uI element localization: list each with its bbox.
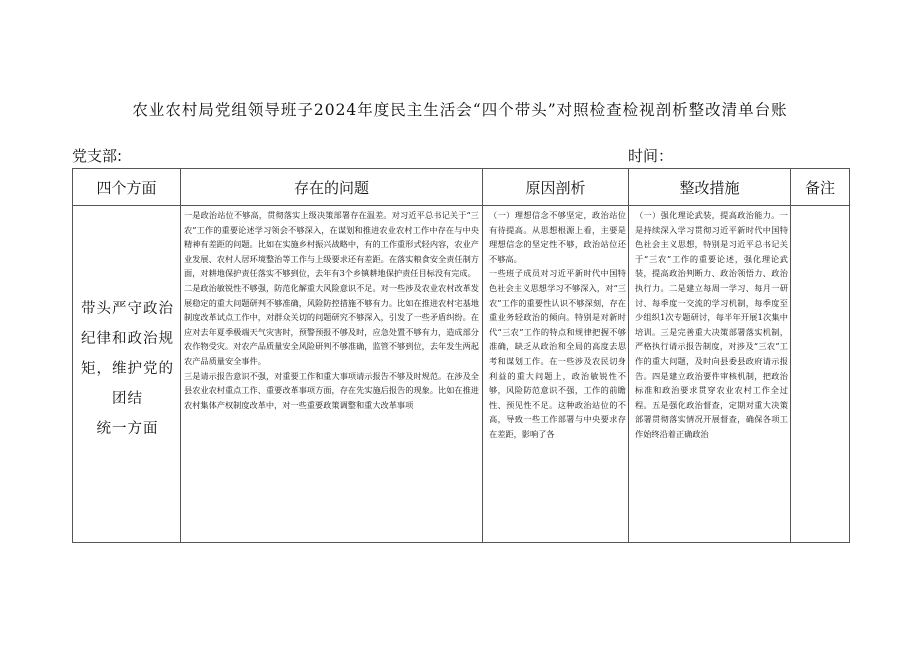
header-aspect: 四个方面	[73, 169, 181, 206]
header-problems: 存在的问题	[181, 169, 483, 206]
document-title: 农业农村局党组领导班子2024年度民主生活会“四个带头”对照检查检视剖析整改清单台账	[132, 101, 788, 119]
aspect-line: 纪律和政治规	[81, 331, 174, 347]
causes-cell	[483, 206, 629, 543]
aspect-line: 团结	[112, 391, 143, 407]
measures-cell	[629, 206, 791, 543]
cause-paragraph: （一）理想信念不够坚定，政治站位有待提高。从思想根源上看，主要是理想信念的坚定性不够，政治站位还不够高。	[489, 210, 626, 264]
header-causes: 原因剖析	[483, 169, 629, 206]
header-measures: 整改措施	[629, 169, 791, 206]
measure-paragraph: （一）强化理论武装，提高政治能力。一是持续深入学习贯彻习近平新时代中国特色社会主义思想，特别是习近平总书记关于“三农”工作的重要论述，强化理论武装，提高政治判断力、政治领悟力、政治执行力。二是建立每周一学习、每月一研讨、每季度一交流的学习机制，每季度至少组织1次专题研讨，每半年开展1次集中培训。三是完善重大决策部署落实机制，严格执行请示报告制度，对涉及“三农”工作的重大问题，及时向县委县政府请示报告。四是建立政治要件审核机制，把政治标准和政治要求贯穿农业农村工作全过程。五是强化政治督查，定期对重大决策部署贯彻落实情况开展督查，确保各项工作始终沿着正确政治	[635, 210, 788, 439]
time-label: 时间：	[628, 147, 674, 165]
rectification-table	[72, 168, 850, 543]
table-header-row	[73, 169, 850, 206]
party-branch-label: 党支部:	[72, 147, 123, 165]
table-row	[73, 206, 850, 543]
problem-paragraph: 一是政治站位不够高，贯彻落实上级决策部署存在温差。对习近平总书记关于“三农”工作的重要论述学习领会不够深入，在谋划和推进农业农村工作中存在与中央精神有差距的问题。比如在实施乡村振兴战略中，有的工作重形式轻内容，农业产业发展、农村人居环境整治等工作与上级要求还有差距。在落实粮食安全责任制方面，对耕地保护责任落实不够到位，去年有3个乡镇耕地保护责任目标没有完成。	[184, 210, 479, 279]
aspect-line: 统一方面	[96, 421, 159, 437]
header-remarks: 备注	[791, 169, 850, 206]
remarks-text	[791, 206, 849, 208]
remarks-cell	[791, 206, 850, 543]
cause-paragraph: 一些班子成员对习近平新时代中国特色社会主义思想学习不够深入，对“三农”工作的重要性认识不够深刻，存在重业务轻政治的倾向。特别是对新时代“三农”工作的特点和规律把握不够准确，缺乏从政治和全局的高度去思考和谋划工作。在一些涉及农民切身利益的重大问题上，政治敏锐性不够，风险防范意识不强，工作的前瞻性、预见性不足。这种政治站位的不高，导致一些工作部署与中央要求存在差距，影响了各	[489, 268, 626, 439]
aspect-line: 带头严守政治	[81, 301, 174, 317]
aspect-line: 矩，维护党的	[81, 361, 174, 377]
aspect-cell	[73, 206, 181, 543]
problems-cell	[181, 206, 483, 543]
problem-paragraph: 三是请示报告意识不强，对重要工作和重大事项请示报告不够及时规范。在涉及全县农业农村重点工作、重要改革事项方面，存在先实施后报告的现象。比如在推进农村集体产权制度改革中，对一些重要政策调整和重大改革事项	[184, 370, 479, 410]
problem-paragraph: 二是政治敏锐性不够强，防范化解重大风险意识不足。对一些涉及农业农村改革发展稳定的重大问题研判不够准确，风险防控措施不够有力。比如在推进农村宅基地制度改革试点工作中，对群众关切的问题研究不够深入，引发了一些矛盾纠纷。在应对去年夏季极端天气灾害时，预警预报不够及时，应急处置不够有力，造成部分农作物受灾。对农产品质量安全风险研判不够准确，监管不够到位，去年发生两起农产品质量安全事件。	[184, 282, 479, 366]
